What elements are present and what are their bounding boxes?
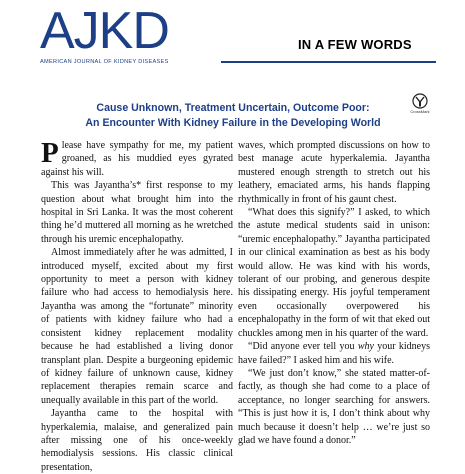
crossmark-icon[interactable] (410, 93, 430, 117)
paragraph-4: Jayantha came to the hospital with hyperkalemia, malaise, and generalized pain after missing one of his once-weekly hemodialysis sessions. His classic clinical presentation, (41, 408, 233, 473)
paragraph-2: This was Jayantha’s* first response to my question about what brought him into the hospital in Sri Lanka. It was the most coherent thing he’d muttered all morning as he wretched through his uremic encephalopathy. (41, 180, 233, 245)
crossmark-label: CrossMark (410, 109, 430, 114)
paragraph-1-text: lease have sympathy for me, my patient groaned, as his muddied eyes gyrated against his will. (41, 140, 233, 178)
paragraph-7-text-b: your kidneys have failed?” I asked him and his wife. (238, 341, 430, 366)
journal-logo (40, 2, 200, 74)
section-rule (221, 61, 436, 63)
journal-logo-subtitle: AMERICAN JOURNAL OF KIDNEY DISEASES (40, 59, 169, 65)
paragraph-3: Almost immediately after he was admitted, I introduced myself, excited about my first opportunity to meet a person with kidney failure who had access to hemodialysis here. Jayantha was among the “fortunate” minority of patients with kidney failure who had a consistent kidney replacement modality because he had established a living donor transplant plan. Despite a burgeoning epidemic of kidney failure of unknown cause, kidney replacement therapies remain scarce and unequally available in this part of the world. (41, 247, 233, 406)
paragraph-7-text-a: “Did anyone ever tell you (248, 341, 358, 353)
journal-logo-text: AJKD (40, 2, 169, 60)
paragraph-7 (238, 340, 430, 367)
article-title (60, 101, 406, 131)
article-title-line-1: Cause Unknown, Treatment Uncertain, Outcome Poor: (96, 102, 370, 114)
left-column (41, 139, 233, 474)
article-title-line-2: An Encounter With Kidney Failure in the Developing World (85, 117, 381, 129)
drop-cap: P (41, 137, 59, 169)
section-heading: IN A FEW WORDS (298, 37, 412, 52)
paragraph-7-emphasis: why (357, 341, 374, 353)
paragraph-8: “We just don’t know,” she stated matter-of-factly, as though she had come to a place of acceptance, no longer searching for answers. “This is just how it is, I don’t think about why much because it doesn’t help … we’re just so glad we have found a donor.” (238, 367, 430, 446)
paragraph-5: waves, which prompted discussions on how to best manage acute hyperkalemia. Jayantha mustered enough strength to stretch out his leathery, emaciated arms, his hands flapping rhythmically in front of his gaunt chest. (238, 140, 430, 205)
paragraph-6: “What does this signify?” I asked, to which the astute medical students said in unison: “uremic encephalopathy.” Jayantha participated in our clinical examination as best as his body would allow. He was kind with his words, tolerant of our probing, and generous despite his dissipating energy. His joyful temperament even occasionally overpowered his encephalopathy in the form of wit that eked out chuckles among men in his quarter of the ward. (238, 207, 430, 339)
right-column (238, 139, 430, 447)
paragraph-1 (41, 139, 233, 179)
crossmark-icon-graphic (410, 93, 430, 109)
